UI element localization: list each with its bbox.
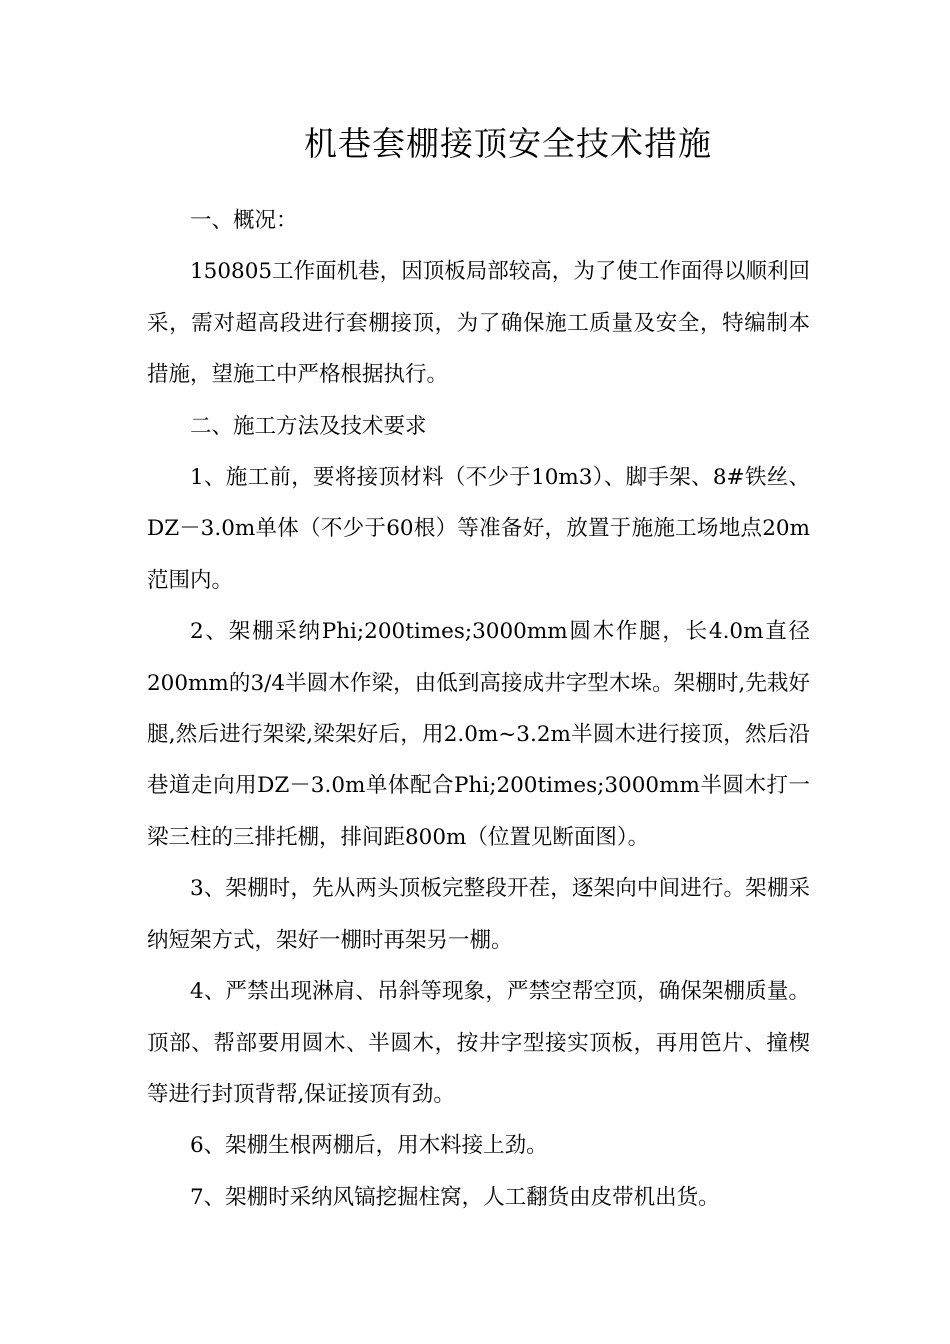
paragraph-overview: 150805工作面机巷，因顶板局部较高，为了使工作面得以顺利回采，需对超高段进行套棚接顶，为了确保施工质量及安全，特编制本措施，望施工中严格根据执行。 — [147, 259, 810, 388]
paragraph-item-3: 3、架棚时，先从两头顶板完整段开茬，逐架向中间进行。架棚采纳短架方式，架好一棚时再架另一棚。 — [147, 876, 810, 953]
document-title: 机巷套棚接顶安全技术措施 — [304, 124, 712, 163]
paragraph-item-7: 7、架棚时采纳风镐挖掘柱窝，人工翻货由皮带机出货。 — [190, 1184, 720, 1210]
paragraph-item-4: 4、严禁出现淋肩、吊斜等现象，严禁空帮空顶，确保架棚质量。顶部、帮部要用圆木、半圆木，按井字型接实顶板，再用笆片、撞楔等进行封顶背帮,保证接顶有劲。 — [147, 979, 810, 1107]
paragraph-item-6: 6、架棚生根两棚后，用木料接上劲。 — [190, 1133, 548, 1159]
paragraph-item-1: 1、施工前，要将接顶材料（不少于10m3）、脚手架、8#铁丝、DZ－3.0m单体（不少于60根）等准备好，放置于施施工场地点20m范围内。 — [147, 465, 810, 593]
paragraph-item-2: 2、架棚采纳Phi;200times;3000mm圆木作腿，长4.0m直径200mm的3/4半圆木作梁，由低到高接成井字型木垛。架棚时,先栽好腿,然后进行架梁,梁架好后，用2.0m~3.2m半圆木进行接顶，然后沿巷道走向用DZ－3.0m单体配合Phi;200times;3000mm半圆木打一梁三柱的三排托棚，排间距800m（位置见断面图）。 — [147, 619, 810, 850]
section-heading-methods: 二、施工方法及技术要求 — [190, 413, 427, 439]
document-body — [147, 195, 810, 1223]
section-heading-overview: 一、概况： — [190, 208, 298, 233]
